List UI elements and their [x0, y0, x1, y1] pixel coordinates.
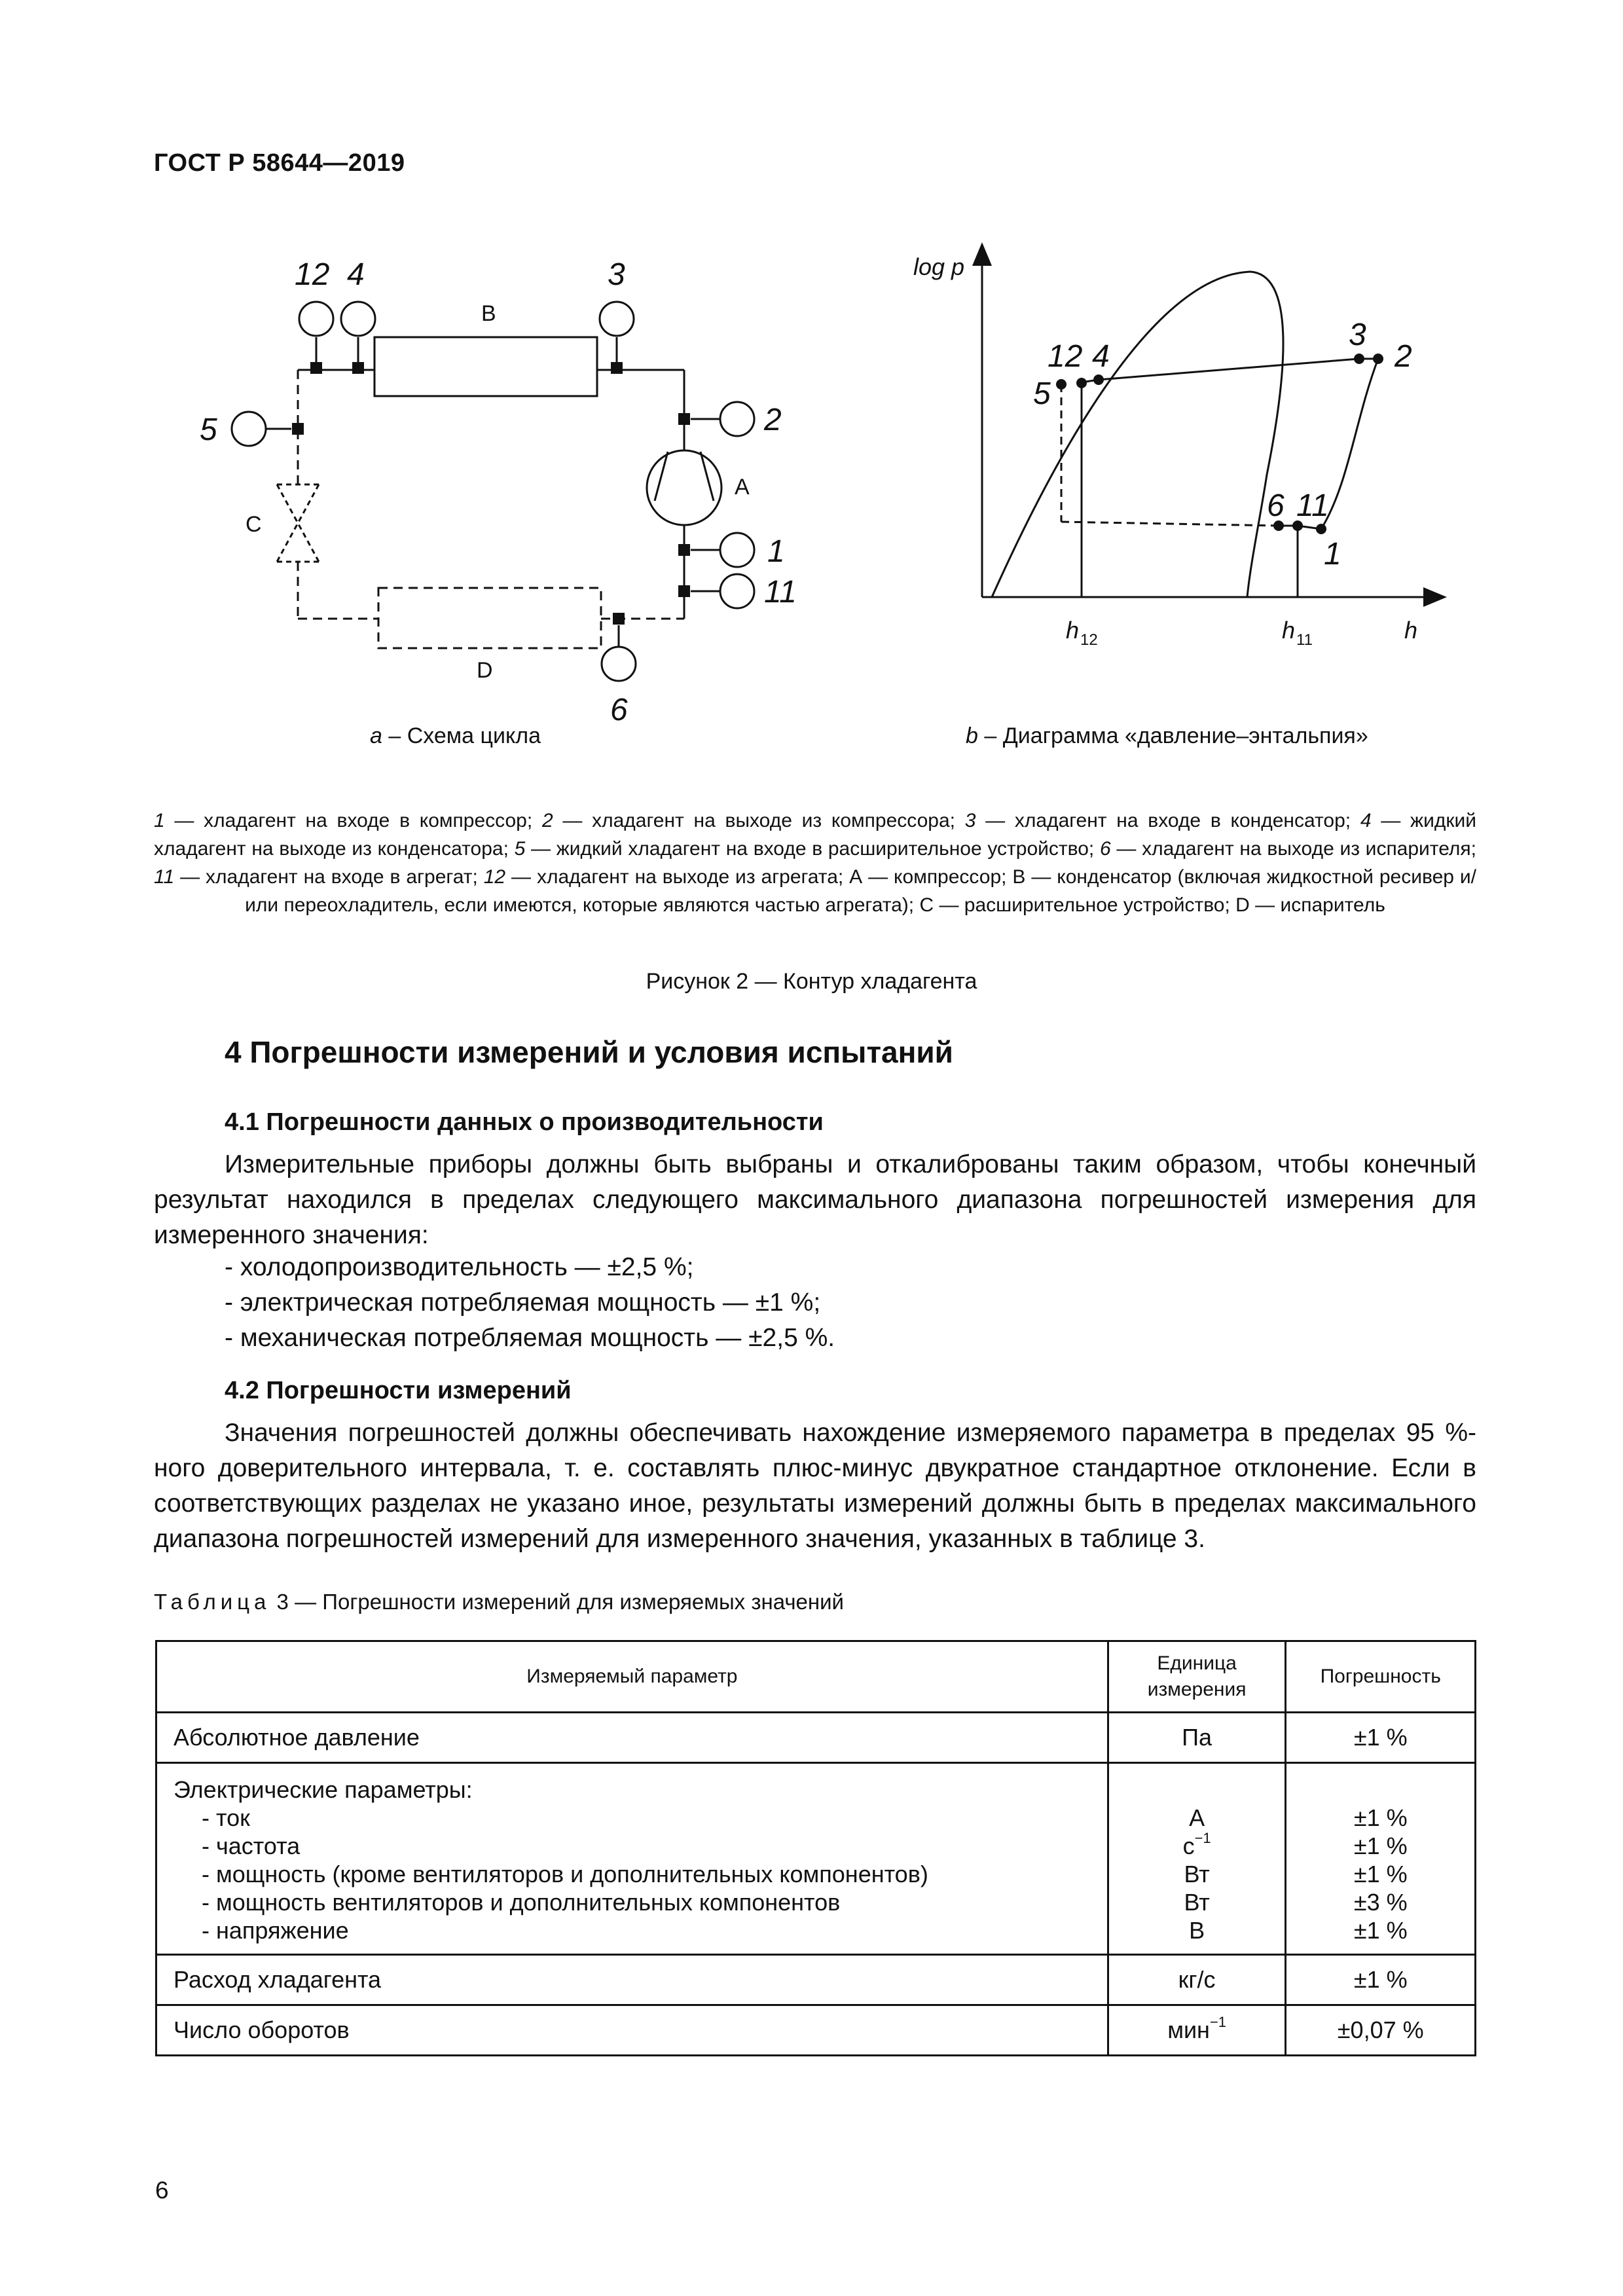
ph-label-5: 5: [1033, 376, 1051, 411]
label-evaporator: D: [477, 658, 493, 683]
label-point-5: 5: [200, 412, 217, 447]
figure-caption: Рисунок 2 — Контур хладагента: [646, 969, 977, 994]
probe-11: [720, 574, 754, 608]
subsection-4-2-title: 4.2 Погрешности измерений: [225, 1377, 572, 1404]
label-point-4: 4: [347, 257, 365, 292]
tick-h12-sub: 12: [1080, 631, 1098, 649]
table-row: [156, 1955, 1476, 2005]
header-unit: Единица измерения: [1108, 1641, 1286, 1713]
figure-legend: 1 — хладагент на входе в компрессор; 2 — хладагент на выходе из компрессора; 3 — хладагент на входе в конденсатор; 4 — жидкий хладагент на выходе из конденсатора; 5 — жидкий хладагент на входе в расширительное устройство; 6 — хладагент на выходе из испарителя; 11 — хладагент на входе в агрегат; 12 — хладагент на выходе из агрегата; А — компрессор; В — конденсатор (включая жидкостной ресивер и/или переохладитель, если имеются, которые являются частью агрегата); С — расширительное устройство; D — испаритель: [154, 810, 1476, 916]
label-compressor: A: [735, 475, 750, 500]
label-point-11: 11: [764, 575, 797, 610]
probe-2: [720, 402, 754, 436]
expansion-valve: [277, 484, 319, 562]
cell-unit: Па: [1108, 1713, 1286, 1763]
point-12-dot: [1076, 378, 1087, 388]
table-caption: Таблица 3 — Погрешности измерений для измеряемых значений: [154, 1590, 844, 1614]
table-header-row: [156, 1641, 1476, 1713]
ph-label-4: 4: [1092, 339, 1110, 374]
tick-h12-symbol: h: [1066, 617, 1080, 644]
probe-3: [600, 302, 634, 336]
bullet-mechanical-power: - механическая потребляемая мощность — ±2,5 %.: [225, 1324, 835, 1352]
ph-label-11: 11: [1296, 488, 1329, 523]
cycle-schematic: [183, 236, 838, 759]
y-axis-label: log p: [913, 253, 965, 280]
x-axis-label: h: [1404, 617, 1418, 644]
cell-error: ±1 %: [1286, 1955, 1476, 2005]
label-point-3: 3: [608, 257, 625, 292]
cell-param-electric: Электрические параметры: - ток - частота - мощность (кроме вентиляторов и дополнительных компонентов) - мощность вентиляторов и дополнительных компонентов - напряжение: [156, 1763, 1108, 1955]
header-error: Погрешность: [1286, 1641, 1476, 1713]
label-point-2: 2: [764, 403, 782, 437]
table-row: [156, 1763, 1476, 1955]
evaporator-box: [378, 588, 601, 648]
probe-4: [341, 302, 375, 336]
cell-error-electric: ±1 % ±1 % ±1 % ±3 % ±1 %: [1286, 1763, 1476, 1955]
cell-unit: кг/с: [1108, 1955, 1286, 2005]
label-point-6: 6: [610, 693, 628, 727]
ph-label-12: 12: [1048, 339, 1083, 374]
probe-12: [299, 302, 333, 336]
ph-label-6: 6: [1267, 488, 1285, 523]
probe-1: [720, 533, 754, 567]
header-parameter: Измеряемый параметр: [156, 1641, 1108, 1713]
ph-diagram: [897, 236, 1473, 668]
point-1-dot: [1316, 524, 1326, 534]
probe-5: [232, 412, 266, 446]
cell-unit-electric: А $с^{-1}$ Вт Вт В: [1108, 1763, 1286, 1955]
page-number: 6: [155, 2177, 169, 2204]
point-4-dot: [1093, 374, 1104, 385]
cell-error: ±1 %: [1286, 1713, 1476, 1763]
subsection-4-1-title: 4.1 Погрешности данных о производительности: [225, 1108, 824, 1136]
label-point-12: 12: [295, 257, 330, 292]
cell-unit: мин$^{-1}$: [1108, 2005, 1286, 2056]
cell-param: Число оборотов: [156, 2005, 1108, 2056]
panel-a-caption: a – Схема цикла: [370, 723, 541, 748]
point-2-dot: [1373, 354, 1383, 364]
measurement-error-table: [155, 1640, 1476, 2056]
probe-6: [602, 647, 636, 681]
document-code: ГОСТ Р 58644—2019: [154, 149, 405, 177]
paragraph-4-1: Измерительные приборы должны быть выбраны и откалиброваны таким образом, чтобы конечный результат находился в пределах следующего максимального диапазона погрешностей измерения для измеренного значения:: [154, 1150, 1476, 1249]
section-title: 4 Погрешности измерений и условия испытаний: [225, 1035, 953, 1069]
condenser-box: [374, 337, 597, 396]
bullet-electric-power: - электрическая потребляемая мощность — ±1 %;: [225, 1288, 821, 1317]
ph-label-3: 3: [1349, 318, 1366, 352]
panel-b-caption: b – Диаграмма «давление–энтальпия»: [966, 723, 1368, 748]
saturation-dome: [992, 272, 1283, 597]
label-point-1: 1: [767, 534, 785, 569]
label-condenser: B: [481, 301, 496, 326]
table-row: [156, 1713, 1476, 1763]
point-5-dot: [1056, 379, 1067, 390]
cell-error: ±0,07 %: [1286, 2005, 1476, 2056]
point-3-dot: [1354, 354, 1364, 364]
table-row: [156, 2005, 1476, 2056]
ph-label-2: 2: [1395, 339, 1412, 374]
cell-param: Абсолютное давление: [156, 1713, 1108, 1763]
tick-h11-sub: 11: [1296, 631, 1313, 649]
cell-param: Расход хладагента: [156, 1955, 1108, 2005]
label-expansion: C: [246, 512, 262, 537]
tick-h11-symbol: h: [1282, 617, 1296, 644]
ph-label-1: 1: [1324, 537, 1341, 572]
paragraph-4-2: Значения погрешностей должны обеспечивать нахождение измеряемого параметра в пределах 95 %-ного доверительного интервала, т. е. составлять плюс-минус двукратное стандартное отклонение. Если в соответствующих разделах не указано иное, результаты измерений должны быть в пределах максимального диапазона погрешностей измерений для измеренного значения, указанных в таблице 3.: [154, 1419, 1476, 1553]
bullet-cooling-capacity: - холодопроизводительность — ±2,5 %;: [225, 1253, 694, 1281]
